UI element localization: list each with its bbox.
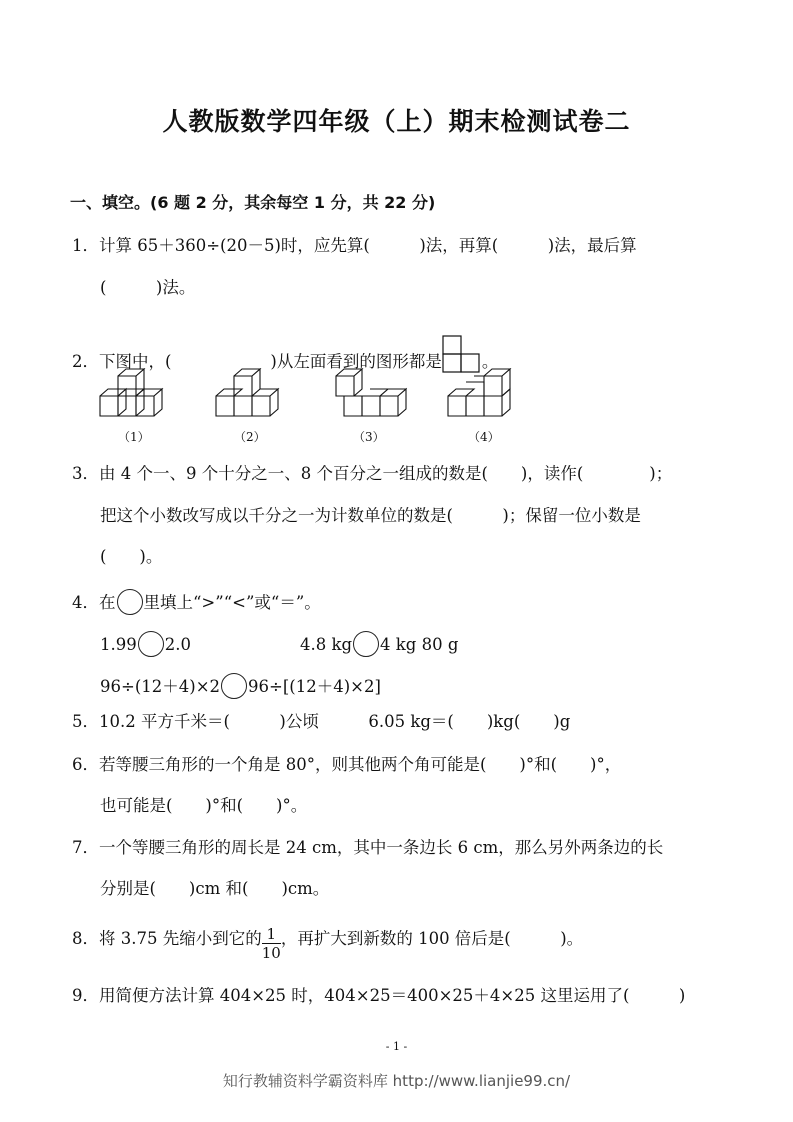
question-3-line-1: 3．由 4 个一、9 个十分之一、8 个百分之一组成的数是( )，读作( )；	[72, 464, 673, 483]
section-heading-fill-blank: 一、填空。(6 题 2 分，其余每空 1 分，共 22 分)	[70, 193, 436, 212]
comparison-circle-icon	[117, 589, 143, 615]
question-7-line-2: 分别是( )cm 和( )cm。	[100, 879, 330, 898]
question-2-text-a: 2．下图中，( )从左面看到的图形都是	[72, 352, 442, 371]
question-1-line-2: ( )法。	[100, 278, 196, 297]
question-4-row-2	[100, 673, 381, 699]
cube-figure-3	[332, 368, 407, 423]
figure-caption-2: （2）	[234, 430, 266, 444]
compare-2-left: 4.8 kg	[300, 635, 353, 654]
comparison-circle-1[interactable]	[138, 631, 164, 657]
cube-figure-2	[214, 368, 284, 423]
figure-caption-4: （4）	[468, 430, 500, 444]
question-4-row-1b	[300, 631, 458, 657]
question-1-line-1: 1．计算 65＋360÷(20－5)时，应先算( )法，再算( )法，最后算	[72, 236, 637, 255]
compare-3-right: 96÷[(12＋4)×2]	[248, 677, 381, 696]
compare-1-left: 1.99	[100, 635, 137, 654]
footer-watermark: 知行教辅资料学霸资料库 http://www.lianjie99.cn/	[222, 1072, 571, 1090]
question-5: 5．10.2 平方千米＝( )公顷 6.05 kg＝( )kg( )g	[72, 712, 571, 731]
question-3-line-3: ( )。	[100, 547, 163, 566]
page-title: 人教版数学四年级（上）期末检测试卷二	[162, 107, 631, 136]
comparison-circle-2[interactable]	[353, 631, 379, 657]
question-7-line-1: 7．一个等腰三角形的周长是 24 cm，其中一条边长 6 cm，那么另外两条边的长	[72, 838, 664, 857]
compare-2-right: 4 kg 80 g	[380, 635, 459, 654]
question-8-text-a: 8．将 3.75 先缩小到它的	[72, 929, 262, 948]
cube-figure-4	[446, 368, 521, 423]
figure-caption-3: （3）	[353, 430, 385, 444]
question-8-text-b: ，再扩大到新数的 100 倍后是( )。	[280, 929, 584, 948]
question-4-text-a: 4．在	[72, 593, 116, 612]
question-8	[72, 925, 583, 962]
question-6-line-1: 6．若等腰三角形的一个角是 80°，则其他两个角可能是( )°和( )°，	[72, 755, 622, 774]
fraction-one-tenth: $\frac{1}{10}$	[261, 925, 281, 962]
comparison-circle-3[interactable]	[221, 673, 247, 699]
question-6-line-2: 也可能是( )°和( )°。	[100, 796, 308, 815]
question-4-instruction	[72, 589, 321, 615]
question-2-text-b: 。	[481, 352, 499, 371]
question-9: 9．用简便方法计算 404×25 时，404×25＝400×25＋4×25 这里运用了( )	[72, 986, 686, 1005]
compare-3-left: 96÷(12＋4)×2	[100, 677, 221, 696]
compare-1-right: 2.0	[164, 635, 191, 654]
question-4-row-1a	[100, 631, 191, 657]
figure-caption-1: （1）	[118, 430, 150, 444]
question-4-text-b: 里填上“>”“<”或“＝”。	[143, 593, 321, 612]
page-number: - 1 -	[385, 1040, 408, 1053]
cube-figure-1	[98, 368, 168, 423]
question-3-line-2: 把这个小数改写成以千分之一为计数单位的数是( )；保留一位小数是	[100, 506, 641, 525]
